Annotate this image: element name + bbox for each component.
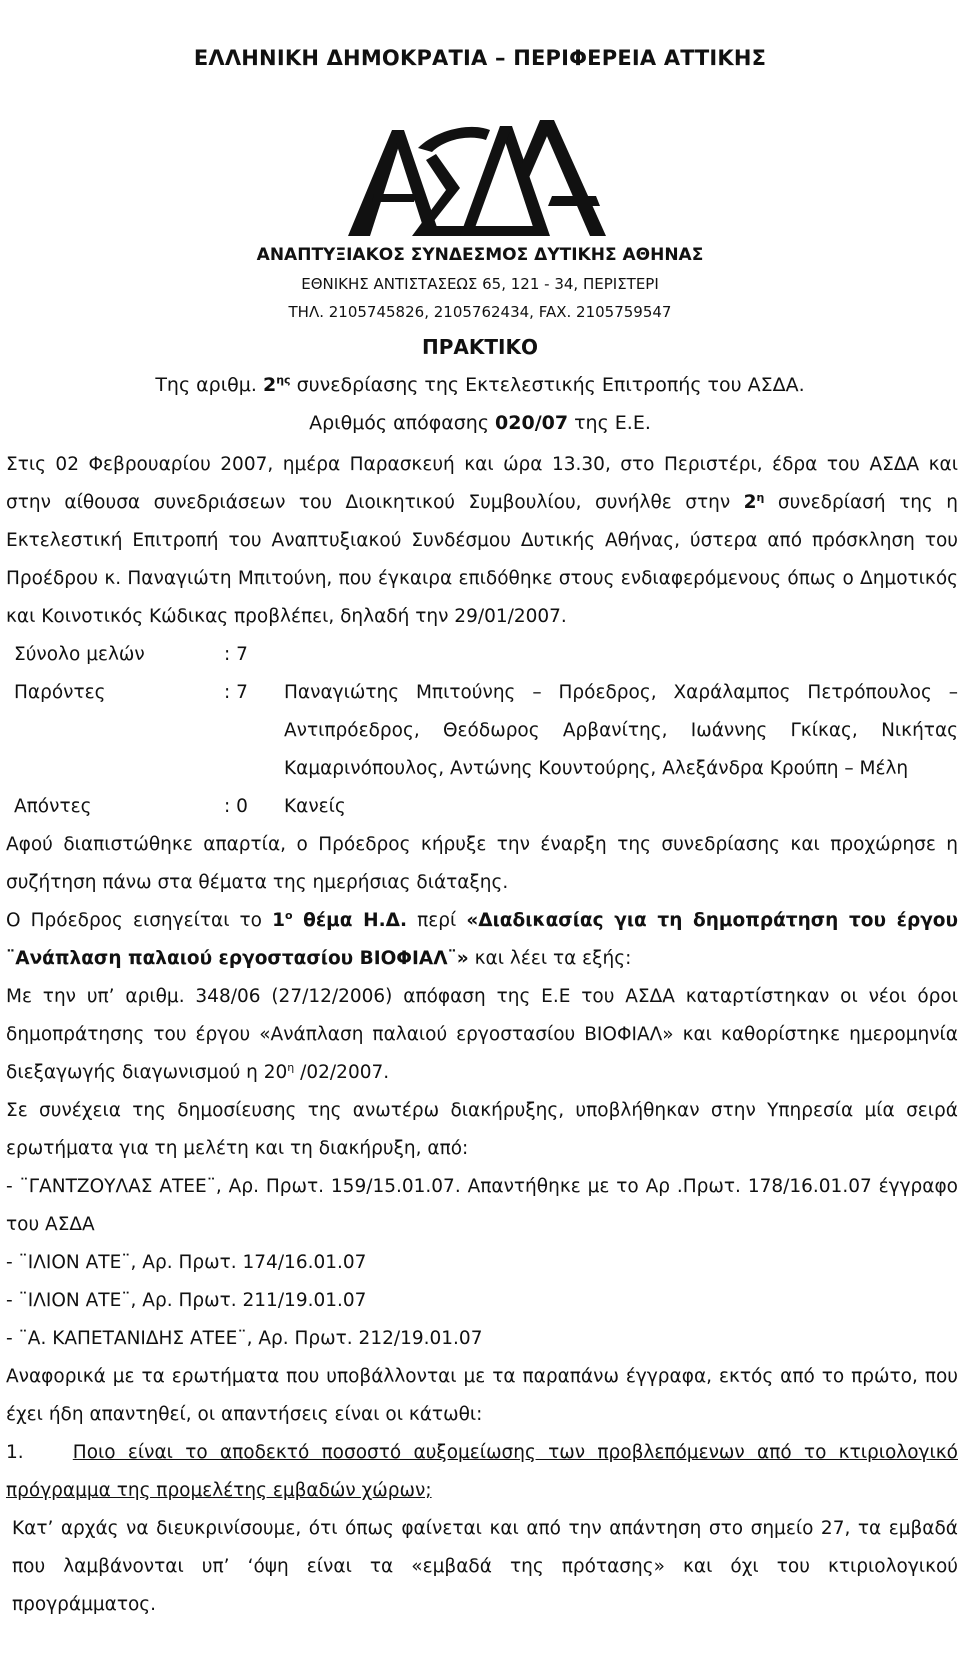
members-present-label: Παρόντες bbox=[14, 682, 106, 703]
decision-suffix: της Ε.Ε. bbox=[568, 412, 651, 434]
submission-item: - ¨Α. ΚΑΠΕΤΑΝΙΔΗΣ ΑΤΕΕ¨, Αρ. Πρωτ. 212/19.01.07 bbox=[6, 1328, 483, 1349]
submission-item: - ¨ΓΑΝΤΖΟΥΛΑΣ ΑΤΕΕ¨, Αρ. Πρωτ. 159/15.01.07. Απαντήθηκε με το Αρ .Πρωτ. 178/16.01.07 έγγραφο του ΑΣΔΑ bbox=[6, 1176, 958, 1235]
answers-paragraph: Αναφορικά με τα ερωτήματα που υποβάλλονται με τα παραπάνω έγγραφα, εκτός από το πρώτο, που έχει ήδη απαντηθεί, οι απαντήσεις είναι οι κάτωθι: bbox=[6, 1366, 958, 1425]
topic-sup: ο bbox=[284, 908, 293, 922]
topic-number: 1 bbox=[272, 910, 285, 931]
header-country: ΕΛΛΗΝΙΚΗ ΔΗΜΟΚΡΑΤΙΑ – ΠΕΡΙΦΕΡΕΙΑ ΑΤΤΙΚΗΣ bbox=[193, 46, 767, 70]
intro-number: 2 bbox=[743, 492, 757, 513]
session-sup: ης bbox=[276, 373, 291, 387]
organization-address: ΕΘΝΙΚΗΣ ΑΝΤΙΣΤΑΣΕΩΣ 65, 121 - 34, ΠΕΡΙΣΤΕΡΙ bbox=[301, 275, 659, 293]
topic-prefix: Ο Πρόεδρος εισηγείται το bbox=[6, 910, 273, 931]
decision-prefix: Αριθμός απόφασης bbox=[309, 412, 496, 434]
topic-suffix: και λέει τα εξής: bbox=[468, 948, 632, 969]
decision-paragraph-sup: η bbox=[287, 1060, 295, 1074]
quorum-paragraph: Αφού διαπιστώθηκε απαρτία, ο Πρόεδρος κήρυξε την έναρξη της συνεδρίασης και προχώρησε η συζήτηση πάνω στα θέματα της ημερήσιας διάταξης. bbox=[6, 834, 958, 893]
decision-paragraph-part2: /02/2007. bbox=[294, 1062, 390, 1083]
session-line bbox=[0, 374, 960, 396]
organization-phones: ΤΗΛ. 2105745826, 2105762434, FAX. 2105759547 bbox=[288, 303, 672, 321]
submission-item: - ¨ΙΛΙΟΝ ΑΤΕ¨, Αρ. Πρωτ. 211/19.01.07 bbox=[6, 1290, 367, 1311]
questions-paragraph: Σε συνέχεια της δημοσίευσης της ανωτέρω διακήρυξης, υποβλήθηκαν στην Υπηρεσία μία σειρά ερωτήματα για τη μελέτη και τη διακήρυξη, από: bbox=[6, 1100, 958, 1159]
session-number: 2 bbox=[262, 374, 277, 396]
topic-bold1: θέμα Η.Δ. bbox=[292, 910, 408, 931]
question1-number: 1. bbox=[6, 1442, 24, 1463]
session-prefix: Της αριθμ. bbox=[155, 374, 263, 396]
topic-paragraph bbox=[6, 902, 958, 978]
question1-text: Ποιο είναι το αποδεκτό ποσοστό αυξομείωσης των προβλεπόμενων από το κτιριολογικό πρόγραμμα της προμελέτης εμβαδών χώρων; bbox=[6, 1442, 958, 1501]
members-absent-label: Απόντες bbox=[14, 796, 92, 817]
decision-line bbox=[0, 412, 960, 434]
topic-bold2: «Διαδικασίας για τη δημοπράτηση του έργου ¨Ανάπλαση παλαιού εργοστασίου ΒΙΟΦΙΑΛ¨» bbox=[6, 910, 958, 969]
intro-part1: Στις 02 Φεβρουαρίου 2007, ημέρα Παρασκευή και ώρα 13.30, στο Περιστέρι, έδρα του ΑΣΔΑ και στην αίθουσα συνεδριάσεων του Διοικητικού Συμβουλίου, συνήλθε στην bbox=[6, 454, 958, 513]
organization-name: ΑΝΑΠΤΥΞΙΑΚΟΣ ΣΥΝΔΕΣΜΟΣ ΔΥΤΙΚΗΣ ΑΘΗΝΑΣ bbox=[256, 245, 704, 265]
members-total-row bbox=[6, 636, 958, 674]
members-absent-value: : 0 bbox=[224, 796, 248, 817]
session-suffix: συνεδρίασης της Εκτελεστικής Επιτροπής του ΑΣΔΑ. bbox=[290, 374, 805, 396]
answer1-paragraph: Κατ’ αρχάς να διευκρινίσουμε, ότι όπως φαίνεται και από την απάντηση στο σημείο 27, τα εμβαδά που λαμβάνονται υπ’ ‘όψη είναι τα «εμβαδά της πρότασης» και όχι του κτιριολογικού προγράμματος. bbox=[12, 1518, 958, 1615]
intro-part2: συνεδρίασή της η Εκτελεστική Επιτροπή του Αναπτυξιακού Συνδέσμου Δυτικής Αθήνας, ύστερα από πρόσκληση του Προέδρου κ. Παναγιώτη Μπιτούνη, που έγκαιρα επιδόθηκε στους ενδιαφερόμενους όπως ο Δημοτικός και Κοινοτικός Κώδικας προβλέπει, δηλαδή την 29/01/2007. bbox=[6, 492, 958, 627]
members-absent-names: Κανείς bbox=[284, 796, 346, 817]
members-total-value: : 7 bbox=[224, 644, 248, 665]
document-title: ΠΡΑΚΤΙΚΟ bbox=[422, 335, 538, 359]
decision-paragraph bbox=[6, 978, 958, 1092]
asda-logo-graphic bbox=[340, 108, 620, 240]
present-names-line1: Παναγιώτης Μπιτούνης – Πρόεδρος, Χαράλαμπος Πετρόπουλος – bbox=[284, 682, 958, 703]
topic-mid: περί bbox=[407, 910, 467, 931]
members-table bbox=[6, 636, 958, 826]
decision-paragraph-part1: Με την υπ’ αριθμ. 348/06 (27/12/2006) απόφαση της Ε.Ε του ΑΣΔΑ καταρτίστηκαν οι νέοι όροι δημοπράτησης του έργου «Ανάπλαση παλαιού εργοστασίου ΒΙΟΦΙΑΛ» και καθορίστηκε ημερομηνία διεξαγωγής διαγωνισμού η 20 bbox=[6, 986, 958, 1083]
members-total-label: Σύνολο μελών bbox=[14, 644, 145, 665]
intro-sup: η bbox=[756, 490, 765, 504]
present-names-line2: Αντιπρόεδρος, Θεόδωρος Αρβανίτης, Ιωάννης Γκίκας, Νικήτας bbox=[284, 720, 958, 741]
decision-number: 020/07 bbox=[495, 412, 569, 434]
members-present-value: : 7 bbox=[224, 682, 248, 703]
members-present-names bbox=[284, 674, 958, 788]
members-absent-row bbox=[6, 788, 958, 826]
members-present-row bbox=[6, 674, 958, 788]
submission-item: - ¨ΙΛΙΟΝ ΑΤΕ¨, Αρ. Πρωτ. 174/16.01.07 bbox=[6, 1252, 367, 1273]
question1-paragraph bbox=[6, 1434, 958, 1510]
present-names-line3: Καμαρινόπουλος, Αντώνης Κουντούρης, Αλεξάνδρα Κρούπη – Μέλη bbox=[284, 758, 909, 779]
document-body bbox=[6, 446, 958, 1624]
intro-paragraph bbox=[6, 446, 958, 636]
asda-logo bbox=[340, 108, 620, 240]
